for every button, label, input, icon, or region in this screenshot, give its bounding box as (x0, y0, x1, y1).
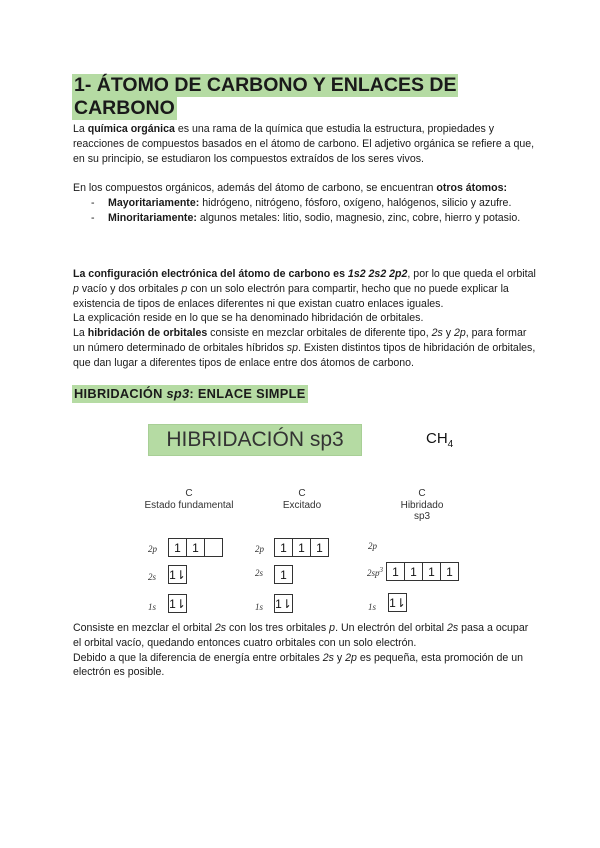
label-2s: 2s (148, 572, 157, 582)
other-atoms-paragraph: En los compuestos orgánicos, además del átomo de carbono, se encuentran otros átomos: - Mayoritariamente: hidrógeno, nitrógeno, fósforo, oxígeno, halógenos, silicio y azufre. - Minoritariamente: algunos metales: litio, sodio, magnesio, zinc, cobre, hierro y potasio. (73, 181, 538, 225)
orbital-box: 1 (274, 565, 293, 584)
label-1s: 1s (255, 602, 264, 612)
section-subtitle: HIBRIDACIÓN sp3: ENLACE SIMPLE (74, 386, 306, 401)
hybrid-1s-orbital (388, 593, 407, 610)
orbital-box: 1 (386, 562, 405, 581)
orbital-box: 1 (440, 562, 459, 581)
label-2p: 2p (255, 544, 264, 554)
list-item: - Mayoritariamente: hidrógeno, nitrógeno, fósforo, oxígeno, halógenos, silicio y azufre. (91, 196, 512, 209)
ground-state-header: C Estado fundamental (144, 488, 234, 511)
excited-state-header: C Excitado (282, 488, 322, 511)
hybrid-state-header: C Hibridado sp3 (400, 488, 444, 522)
main-title-line1: 1- ÁTOMO DE CARBONO Y ENLACES DE (74, 74, 457, 96)
label-2p: 2p (368, 541, 377, 551)
label-1s: 1s (368, 602, 377, 612)
electron-configuration: 1s2 2s2 2p2 (347, 268, 408, 280)
ground-1s-orbital (168, 594, 187, 611)
excited-2p-orbitals (274, 538, 329, 555)
term-organic-chemistry: química orgánica (87, 123, 175, 135)
orbital-box: 1 (186, 538, 205, 557)
orbital-box: 1⇂ (168, 594, 187, 613)
orbital-box: 1 (292, 538, 311, 557)
methane-formula: $CH_4$ (426, 430, 454, 450)
orbital-box: 1⇂ (168, 565, 187, 584)
label-2sp3: $2sp^3$ (367, 566, 384, 578)
orbital-box (204, 538, 223, 557)
label-2s: 2s (255, 568, 264, 578)
ground-2p-orbitals (168, 538, 223, 555)
hybrid-sp3-orbitals (386, 562, 459, 579)
orbital-box: 1 (274, 538, 293, 557)
label-2p: 2p (148, 544, 157, 554)
excited-1s-orbital (274, 594, 293, 611)
intro-paragraph: La química orgánica es una rama de la química que estudia la estructura, propiedades y reacciones de compuestos basados en el átomo de carbono. El adjetivo orgánica se refiere a que, en su principio, se estudiaron los compuestos extraídos de los seres vivos. (73, 123, 535, 165)
ground-2s-orbital (168, 565, 187, 582)
orbital-box: 1⇂ (274, 594, 293, 613)
orbital-box: 1 (168, 538, 187, 557)
figure-banner: HIBRIDACIÓN sp3 (148, 424, 362, 456)
orbital-box: 1⇂ (388, 593, 407, 612)
orbital-box: 1 (422, 562, 441, 581)
orbital-box: 1 (404, 562, 423, 581)
list-item: - Minoritariamente: algunos metales: litio, sodio, magnesio, zinc, cobre, hierro y potasio. (91, 211, 521, 224)
label-1s: 1s (148, 602, 157, 612)
main-title-line2: CARBONO (74, 97, 175, 119)
configuration-paragraph: La configuración electrónica del átomo de carbono es 1s2 2s2 2p2, por lo que queda el orbital p vacío y dos orbitales p con un solo electrón para compartir, hecho que no puede explicar la existencia de tipos de enlaces diferentes ni que existan cuatro enlaces iguales. La explicación reside en lo que se ha denominado hibridación de orbitales. La hibridación de orbitales consiste en mezclar orbitales de diferente tipo, 2s y 2p, para formar un número determinado de orbitales híbridos sp. Existen distintos tipos de hibridación de orbitales, que dan lugar a diferentes tipos de enlace entre dos átomos de carbono. (73, 268, 536, 369)
excited-2s-orbital (274, 565, 293, 582)
hybridization-explanation: Consiste en mezclar el orbital 2s con los tres orbitales p. Un electrón del orbital 2s pasa a ocupar el orbital vacío, quedando entonces cuatro orbitales con un solo electrón. Debido a que la diferencia de energía entre orbitales 2s y 2p es pequeña, esta promoción de un electrón es posible. (73, 622, 529, 679)
atoms-list (73, 196, 538, 226)
orbital-box: 1 (310, 538, 329, 557)
